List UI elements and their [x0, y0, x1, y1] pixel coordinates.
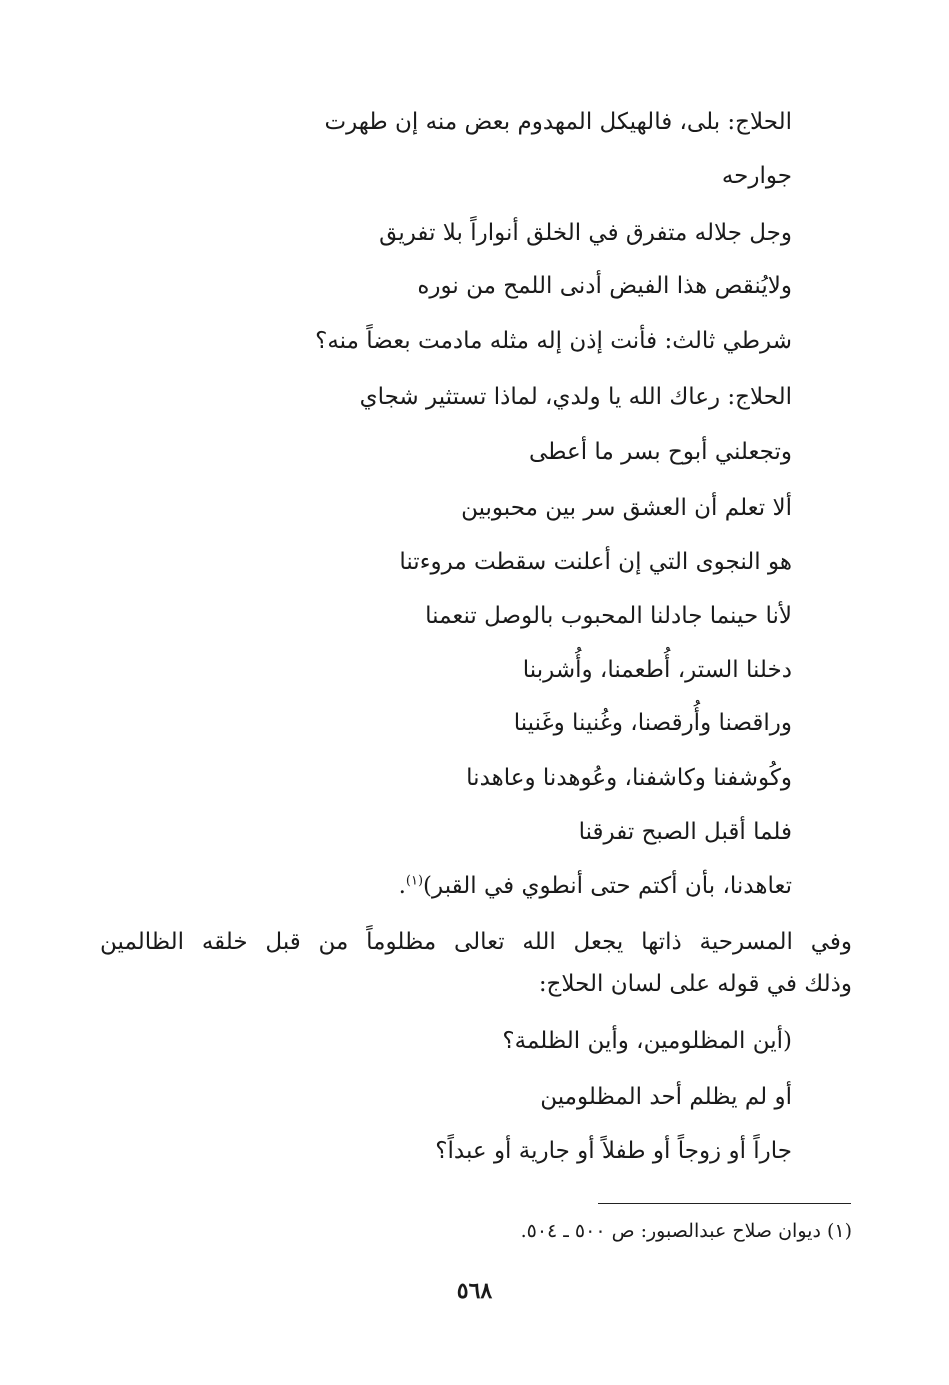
text-line-17: وذلك في قوله على لسان الحلاج: [538, 971, 852, 997]
text-line-19: أو لم يظلم أحد المظلومين [540, 1084, 792, 1110]
text-line-1: الحلاج: بلى، فالهيكل المهدوم بعض منه إن طهرت [324, 109, 792, 135]
text-line-8: ألا تعلم أن العشق سر بين محبوبين [461, 495, 792, 521]
text-line-15 [399, 869, 792, 903]
text-line-11: دخلنا الستر، أُطعمنا، وأُشربنا [522, 657, 792, 683]
text-line-16: وفي المسرحية ذاتها يجعل الله تعالى مظلوماً من قبل خلقه الظالمين [100, 929, 852, 955]
page-number: ٥٦٨ [456, 1278, 493, 1304]
text-line-6: الحلاج: رعاك الله يا ولدي، لماذا تستثير شجاي [359, 384, 792, 410]
text-line-9: هو النجوى التي إن أعلنت سقطت مروءتنا [399, 549, 792, 575]
text-line-3: وجل جلاله متفرق في الخلق أنواراً بلا تفريق [379, 220, 792, 246]
text-line-5: شرطي ثالث: فأنت إذن إله مثله مادمت بعضاً منه؟ [315, 328, 792, 354]
text-line-2: جوارحه [721, 163, 792, 189]
text-line-15-text: تعاهدنا، بأن أكتم حتى أنطوي في القبر) [423, 873, 792, 899]
text-line-20: جاراً أو زوجاً أو طفلاً أو جارية أو عبداً؟ [435, 1138, 792, 1164]
text-line-10: لأنا حينما جادلنا المحبوب بالوصل تنعمنا [425, 603, 792, 629]
footnote-divider [598, 1203, 851, 1204]
footnote-marker: (١) [405, 873, 424, 889]
line-end-period: . [398, 873, 406, 899]
text-line-12: وراقصنا وأُرقصنا، وغُنينا وغَنينا [513, 710, 792, 736]
text-line-14: فلما أقبل الصبح تفرقنا [578, 819, 792, 845]
footnote: (١) ديوان صلاح عبدالصبور: ص ٥٠٠ ـ ٥٠٤. [520, 1220, 852, 1242]
text-line-18: (أين المظلومين، وأين الظلمة؟ [502, 1028, 792, 1054]
text-line-13: وكُوشفنا وكاشفنا، وعُوهدنا وعاهدنا [466, 765, 792, 791]
text-line-4: ولايُنقص هذا الفيض أدنى اللمح من نوره [417, 273, 792, 299]
text-line-7: وتجعلني أبوح بسر ما أعطى [528, 439, 792, 465]
